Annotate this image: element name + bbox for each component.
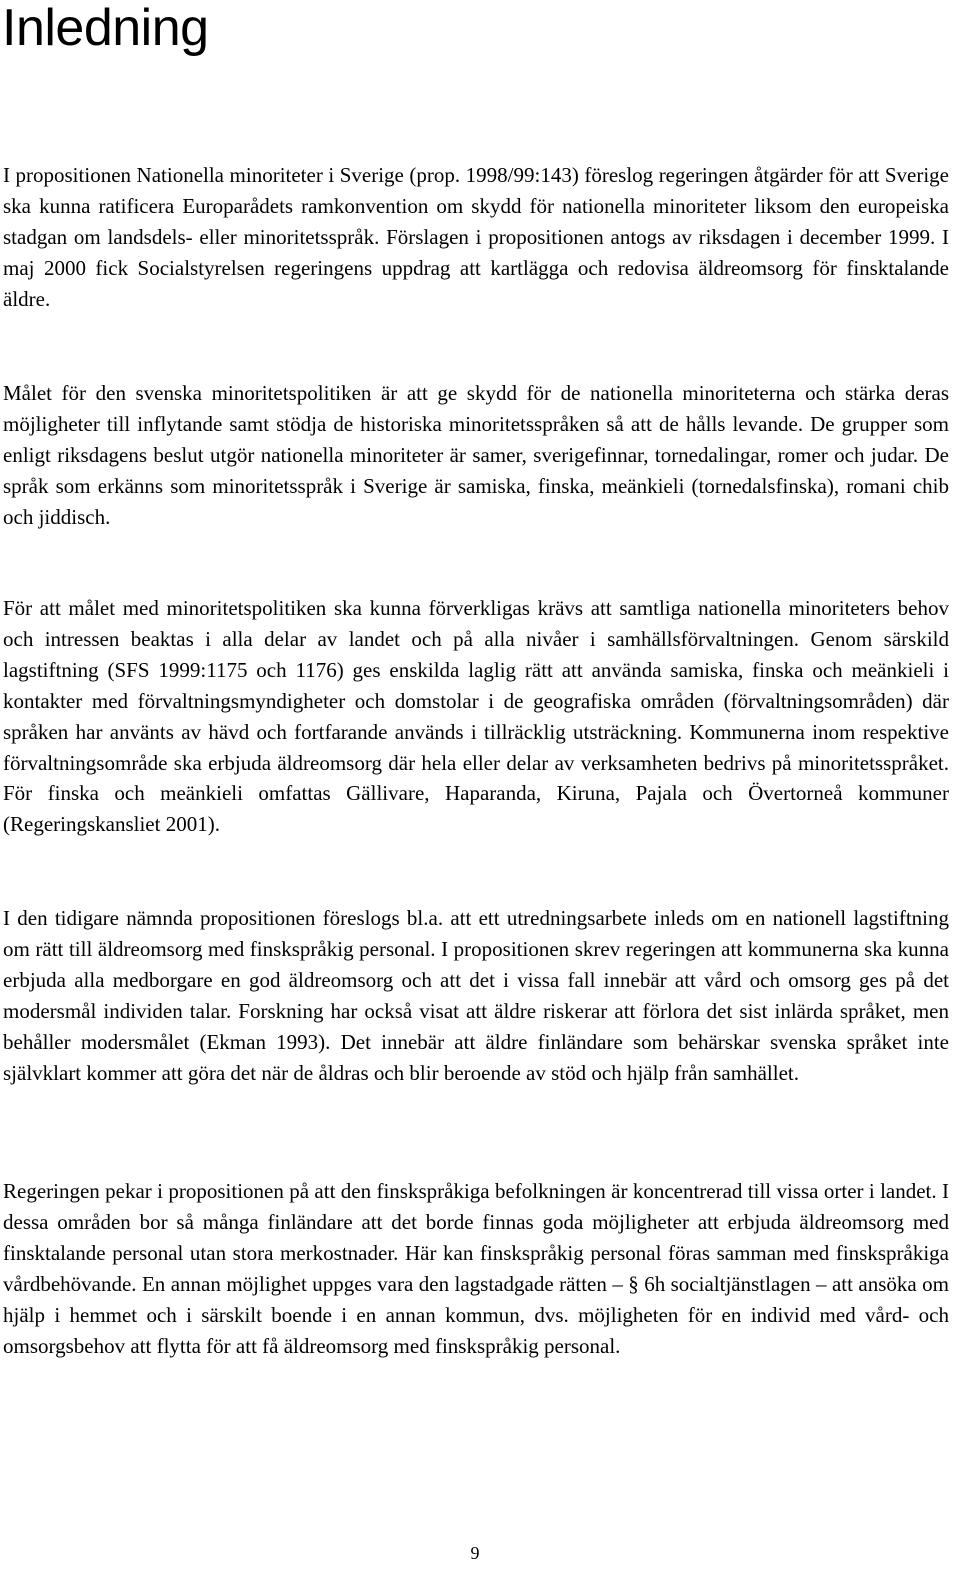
page-title: Inledning (2, 0, 209, 57)
paragraph-introduction: I propositionen Nationella minoriteter i Sverige (prop. 1998/99:143) föreslog regeringen åtgärder för att Sverige ska kunna ratificera Europarådets ramkonvention om skydd för nationella minoriteter liksom den europeiska stadgan om landsdels- eller minoritetsspråk. Förslagen i propositionen antogs av riksdagen i december 1999. I maj 2000 fick Socialstyrelsen regeringens uppdrag att kartlägga och redovisa äldreomsorg för finsktalande äldre. (3, 163, 949, 311)
paragraph-finnish-speaking-population: Regeringen pekar i propositionen på att den finskspråkiga befolkningen är koncentrerad till vissa orter i landet. I dessa områden bor så många finländare att det borde finnas goda möjligheter att erbjuda äldreomsorg med finsktalande personal utan stora merkostnader. Här kan finskspråkig personal föras samman med finskspråkiga vårdbehövande. En annan möjlighet uppges vara den lagstadgade rätten – § 6h socialtjänstlagen – att ansöka om hjälp i hemmet och i särskilt boende i en annan kommun, dvs. möjligheten för en individ med vård- och omsorgsbehov att flytta för att få äldreomsorg med finskspråkig personal. (3, 1179, 949, 1358)
paragraph-minority-policy-goal: Målet för den svenska minoritetspolitiken är att ge skydd för de nationella minoriteterna och stärka deras möjligheter till inflytande samt stödja de historiska minoritetsspråken så att de hålls levande. De grupper som enligt riksdagens beslut utgör nationella minoriteter är samer, sverigefinnar, tornedalingar, romer och judar. De språk som erkänns som minoritetsspråk i Sverige är samiska, finska, meänkieli (tornedalsfinska), romani chib och jiddisch. (3, 381, 949, 529)
paragraph-administrative-areas: För att målet med minoritetspolitiken ska kunna förverkligas krävs att samtliga nationella minoriteters behov och intressen beaktas i alla delar av landet och på alla nivåer i samhällsförvaltningen. Genom särskild lagstiftning (SFS 1999:1175 och 1176) ges enskilda laglig rätt att använda samiska, finska och meänkieli i kontakter med förvaltningsmyndigheter och domstolar i de geografiska områden (förvaltningsområden) där språken har använts av hävd och fortfarande används i tillräcklig utsträckning. Kommunerna inom respektive förvaltningsområde ska erbjuda äldreomsorg där hela eller delar av verksamheten bedrivs på minoritetsspråket. För finska och meänkieli omfattas Gällivare, Haparanda, Kiruna, Pajala och Övertorneå kommuner (Regeringskansliet 2001). (3, 596, 949, 837)
paragraph-elderly-care-proposal: I den tidigare nämnda propositionen föreslogs bl.a. att ett utredningsarbete inleds om en nationell lagstiftning om rätt till äldreomsorg med finskspråkig personal. I propositionen skrev regeringen att kommunerna ska kunna erbjuda alla medborgare en god äldreomsorg och att det i vissa fall innebär att vård och omsorg ges på det modersmål individen talar. Forskning har också visat att äldre riskerar att förlora det sist inlärda språket, men behåller modersmålet (Ekman 1993). Det innebär att äldre finländare som behärskar svenska språket inte självklart kommer att göra det när de åldras och blir beroende av stöd och hjälp från samhället. (3, 906, 949, 1085)
page-number: 9 (470, 1543, 480, 1563)
